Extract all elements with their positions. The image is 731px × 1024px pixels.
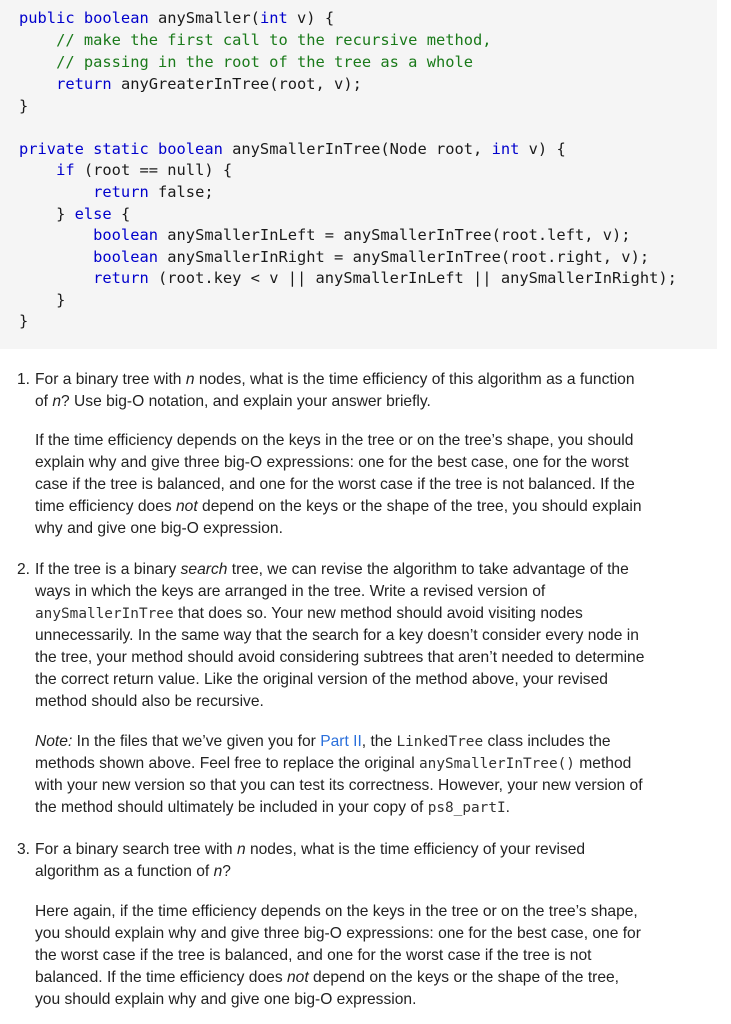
emphasis-text: n [213,863,223,880]
code-block [0,0,717,349]
text-line [35,496,725,518]
inline-code: anySmallerInTree [35,606,174,622]
code-line [19,290,65,311]
question-paragraph [35,839,725,883]
text-line [35,391,725,413]
emphasis-text: n [185,371,195,388]
code-line [19,311,28,332]
text-segment: case if the tree is balanced, and one for the worst case if the tree is not balanced. If the [35,476,635,493]
text-segment: ? Use big-O notation, and explain your answer briefly. [61,393,431,410]
code-text: } [19,97,29,115]
emphasis-text: not [286,969,309,986]
text-segment: ? [222,863,231,880]
code-comment: // make the first call to the recursive method, [19,31,492,49]
code-keyword: boolean [19,248,158,266]
text-line [35,945,725,967]
text-segment: In the files that we’ve given you for [72,733,321,750]
question-number: 3. [17,841,31,858]
text-segment: method should also be recursive. [35,693,264,710]
emphasis-text: n [52,393,62,410]
text-line [35,797,725,819]
code-keyword: return [19,75,112,93]
text-line [35,989,725,1011]
text-line [35,753,725,775]
emphasis-text: search [180,561,228,578]
code-text: (root.key < v || anySmallerInLeft || anySmallerInRight); [148,269,677,287]
part-ii-link[interactable]: Part II [320,733,362,750]
text-segment: you should explain why and give one big-O expression. [35,991,417,1008]
text-line [35,775,725,797]
text-segment: Here again, if the time efficiency depends on the keys in the tree or on the tree’s shape, [35,903,638,920]
emphasis-text: not [176,498,198,515]
code-line [19,225,631,246]
text-line [35,731,725,753]
question-number: 1. [17,371,31,388]
emphasis-text: n [236,841,246,858]
code-text: anySmallerInLeft = anySmallerInTree(root.left, v); [158,226,631,244]
code-keyword: public boolean [19,9,149,27]
text-line [35,923,725,945]
text-segment: For a binary tree with [35,371,186,388]
code-text: } [19,205,75,223]
text-segment: you should explain why and give three big-O expressions: one for the best case, one for [35,925,641,942]
text-line [35,901,725,923]
code-text: anySmaller( [148,9,260,27]
text-line [35,839,725,861]
text-segment: method [574,755,632,772]
code-text: v) { [519,140,566,158]
text-line [35,967,725,989]
code-text: false; [148,183,214,201]
text-line [35,430,725,452]
code-line [19,52,473,73]
text-segment: For a binary search tree with [35,841,237,858]
text-line [35,581,725,603]
code-keyword: if [19,161,75,179]
code-line [19,74,362,95]
code-keyword: else [74,205,112,223]
code-line [19,204,130,225]
text-line [35,518,725,540]
emphasis-text: Note: [35,733,73,750]
text-segment: depend on the keys or the shape of the tree, you should explain [197,498,642,515]
text-segment: of [35,393,53,410]
code-keyword: int [491,140,520,158]
text-line [35,559,725,581]
code-keyword: return [19,269,149,287]
text-segment: ways in which the keys are arranged in the tree. Write a revised version of [35,583,546,600]
text-segment: time efficiency does [35,498,176,515]
text-segment: why and give one big-O expression. [35,520,283,537]
code-line [19,268,677,289]
inline-code: LinkedTree [396,734,484,750]
text-segment: . [505,799,511,816]
text-line [35,647,725,669]
question-paragraph [35,430,725,540]
code-keyword: boolean [19,226,158,244]
text-line [35,369,725,391]
text-segment: the tree, your method should avoid considering subtrees that aren’t needed to determine [35,649,645,666]
text-line [35,452,725,474]
text-segment: the correct return value. Like the original version of the method above, your revised [35,671,608,688]
code-line [19,160,232,181]
text-line [35,691,725,713]
code-line [19,182,214,203]
text-line [35,861,725,883]
text-segment: nodes, what is the time efficiency of your revised [245,841,586,858]
text-segment: If the time efficiency depends on the keys in the tree or on the tree’s shape, you should [35,432,634,449]
text-line [35,669,725,691]
code-text: } [19,291,66,309]
question-paragraph [35,369,725,413]
text-segment: tree, we can revise the algorithm to take advantage of the [227,561,629,578]
code-keyword: int [259,9,288,27]
text-segment: methods shown above. Feel free to replace the original [35,755,420,772]
text-segment: algorithm as a function of [35,863,214,880]
text-segment: with your new version so that you can test its correctness. However, your new version of [35,777,643,794]
inline-code: ps8_partI [427,800,506,816]
inline-code: anySmallerInTree() [419,756,575,772]
text-segment: , the [361,733,397,750]
code-text: anySmallerInTree(Node root, [222,140,492,158]
question-paragraph [35,559,725,713]
text-line [35,474,725,496]
code-line [19,8,334,29]
text-segment: that does so. Your new method should avoid visiting nodes [173,605,583,622]
text-segment: the method should ultimately be included in your copy of [35,799,428,816]
text-segment: If the tree is a binary [35,561,181,578]
question-number: 2. [17,561,31,578]
text-segment: class includes the [483,733,611,750]
text-line [35,603,725,625]
text-segment: explain why and give three big-O expressions: one for the best case, one for the worst [35,454,629,471]
code-line [19,30,492,51]
code-text: (root == null) { [74,161,233,179]
code-line [19,247,649,268]
text-segment: unnecessarily. In the same way that the search for a key doesn’t consider every node in [35,627,639,644]
question-paragraph [35,901,725,1011]
text-segment: nodes, what is the time efficiency of this algorithm as a function [194,371,635,388]
code-keyword: return [19,183,149,201]
code-comment: // passing in the root of the tree as a whole [19,53,474,71]
code-keyword: private static boolean [19,140,223,158]
text-segment: depend on the keys or the shape of the tree, [308,969,620,986]
text-segment: balanced. If the time efficiency does [35,969,287,986]
code-text: v) { [287,9,335,27]
text-segment: the worst case if the tree is balanced, and one for the worst case if the tree is not [35,947,592,964]
question-paragraph [35,731,725,819]
text-line [35,625,725,647]
code-text: } [19,312,29,330]
code-text: anySmallerInRight = anySmallerInTree(root.right, v); [158,248,650,266]
code-line [19,139,566,160]
code-line [19,96,28,117]
code-text: { [111,205,131,223]
code-text: anyGreaterInTree(root, v); [111,75,362,93]
